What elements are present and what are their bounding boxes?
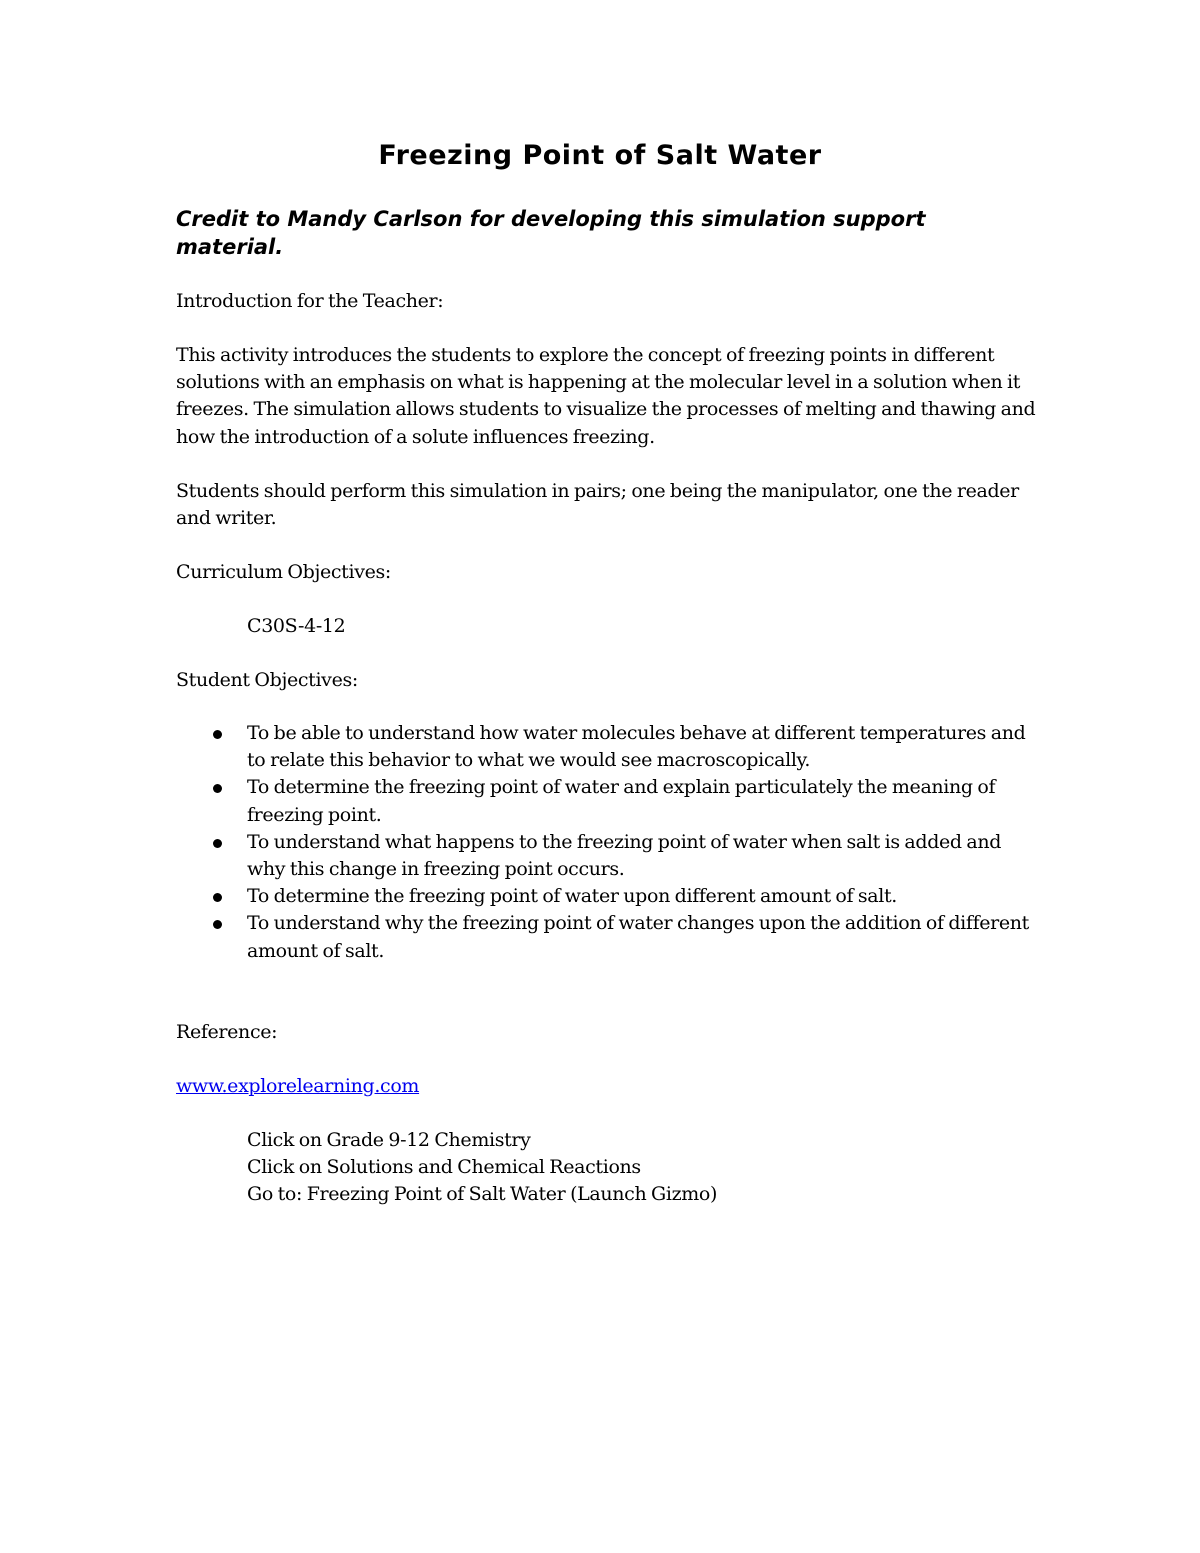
objective-item	[176, 720, 1036, 774]
step-line: Go to: Freezing Point of Salt Water (Launch Gizmo)	[247, 1183, 718, 1205]
document-title: Freezing Point of Salt Water	[378, 140, 822, 171]
bullet-icon	[213, 839, 222, 848]
credit-line: Credit to Mandy Carlson for developing this simulation support material.	[176, 207, 926, 259]
objective-item	[176, 910, 1036, 964]
objective-text: To determine the freezing point of water and explain particulately the meaning of freezing point.	[247, 776, 996, 826]
objective-item	[176, 774, 1036, 828]
step-line: Click on Grade 9-12 Chemistry	[247, 1129, 531, 1151]
reference-link-line	[176, 1073, 1036, 1100]
objective-text: To be able to understand how water molecules behave at different temperatures and to relate this behavior to what we would see macroscopically.	[247, 722, 1026, 772]
curriculum-heading: Curriculum Objectives:	[176, 561, 391, 583]
explorelearning-link[interactable]: www.explorelearning.com	[176, 1075, 420, 1097]
objective-item	[176, 829, 1036, 883]
bullet-icon	[213, 893, 222, 902]
student-objectives-heading: Student Objectives:	[176, 669, 358, 691]
pairs-paragraph: Students should perform this simulation in pairs; one being the manipulator, one the reader and writer.	[176, 480, 1019, 530]
reference-heading: Reference:	[176, 1021, 278, 1043]
intro-paragraph: This activity introduces the students to explore the concept of freezing points in different solutions with an emphasis on what is happening at the molecular level in a solution when it freezes. The simulation allows students to visualize the processes of melting and thawing and how the introduction of a solute influences freezing.	[176, 344, 1036, 448]
step-line: Click on Solutions and Chemical Reactions	[247, 1156, 641, 1178]
student-objectives-list	[176, 720, 1036, 965]
objective-item	[176, 883, 1036, 910]
bullet-icon	[213, 920, 222, 929]
bullet-icon	[213, 730, 222, 739]
intro-heading: Introduction for the Teacher:	[176, 290, 444, 312]
bullet-icon	[213, 784, 222, 793]
objective-text: To understand what happens to the freezing point of water when salt is added and why this change in freezing point occurs.	[247, 830, 1002, 881]
objective-text: To understand why the freezing point of water changes upon the addition of different amount of salt.	[247, 912, 1029, 962]
curriculum-code: C30S-4-12	[247, 615, 346, 637]
objective-text: To determine the freezing point of water upon different amount of salt.	[247, 885, 897, 908]
